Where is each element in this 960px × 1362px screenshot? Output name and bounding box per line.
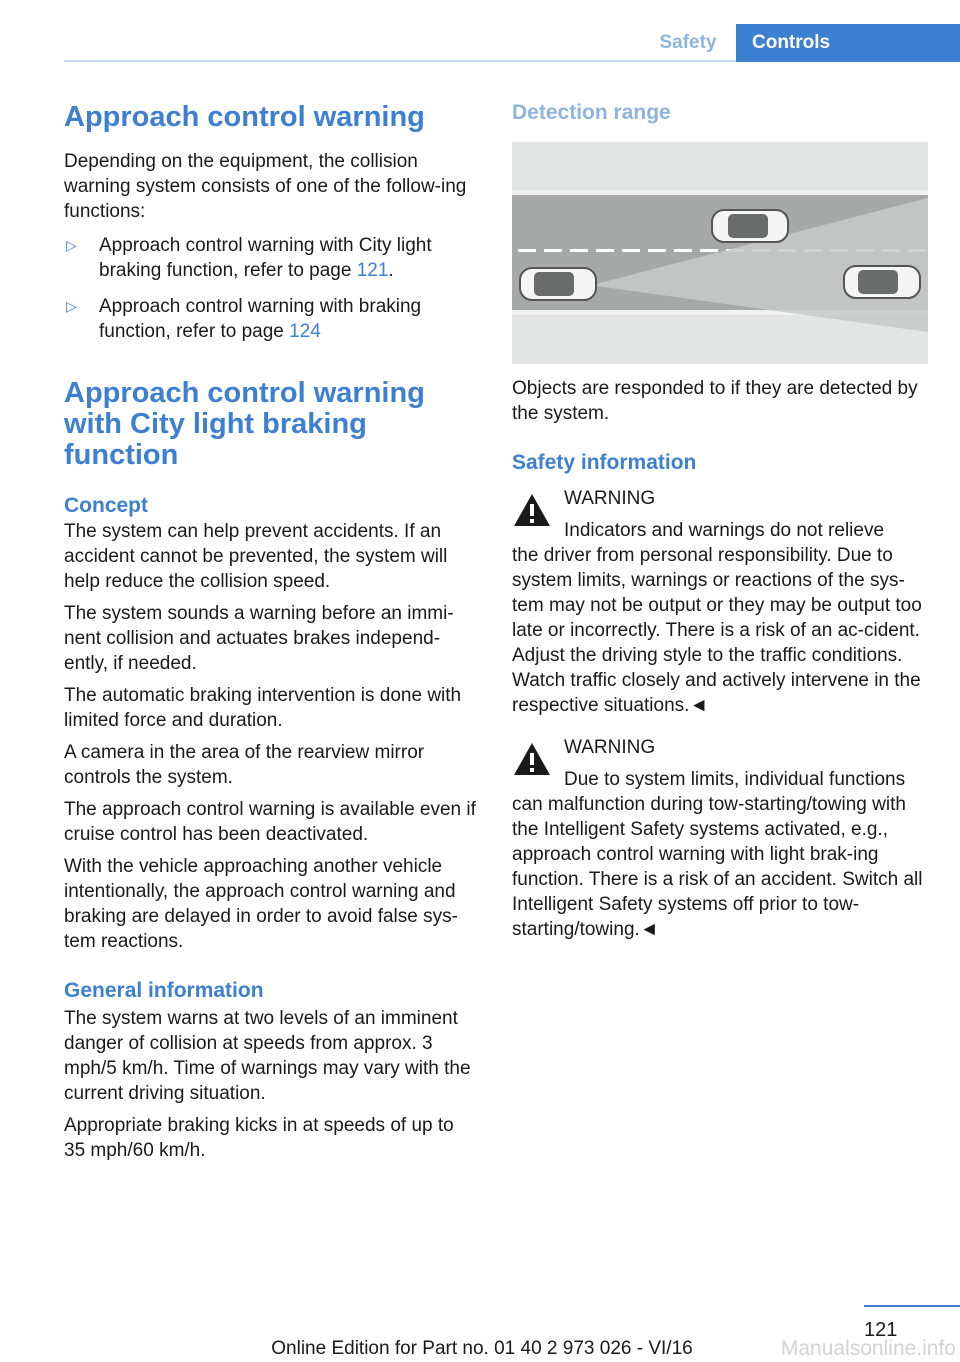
warning-text: the driver from personal responsibility. Due to system limits, warnings or reactions of the sys-tem may not be output or they may be output too late or incorrectly. There is a risk of an ac-cident. Adjust the driving style to the traffic conditions. Watch traffic closely and actively intervene in the respective situations.◄ [512, 545, 922, 716]
edition-line: Online Edition for Part no. 01 40 2 973 026 - VI/16 [271, 1338, 693, 1359]
triangle-right-icon: ▷ [66, 237, 77, 253]
heading-concept: Concept [64, 494, 148, 517]
watermark: Manualsonline.info [780, 1337, 956, 1360]
list-item-text: Approach control warning with City light braking function, refer to page [99, 235, 432, 281]
concept-paragraph: With the vehicle approaching another vehicle intentionally, the approach control warning and braking are delayed in order to avoid false sys-tem reactions. [64, 856, 458, 952]
general-paragraph: Appropriate braking kicks in at speeds of up to 35 mph/60 km/h. [64, 1115, 454, 1161]
list-item-suffix: . [388, 260, 394, 281]
concept-paragraph: A camera in the area of the rearview mirror controls the system. [64, 742, 425, 788]
warning-first-line: Due to system limits, individual functions [564, 769, 906, 790]
list-item [64, 289, 480, 348]
page-number: 121 [864, 1319, 898, 1341]
tab-safety[interactable]: Safety [659, 32, 717, 53]
warning-label: WARNING [564, 488, 656, 509]
warning-triangle-icon [512, 492, 552, 528]
general-paragraph: The system warns at two levels of an imminent danger of collision at speeds from approx. 3 mph/5 km/h. Time of warnings may vary with the current driving situation. [64, 1008, 471, 1104]
page-link-121[interactable]: 121 [356, 260, 389, 281]
heading-approach-control-warning: Approach control warning [64, 101, 425, 133]
warning-first-line: Indicators and warnings do not relieve [564, 520, 885, 541]
function-list [64, 228, 480, 348]
concept-paragraph: The system sounds a warning before an immi-nent collision and actuates brakes independ-ently, if needed. [64, 603, 454, 674]
car-ahead-top [712, 210, 788, 242]
heading-general-information: General information [64, 979, 264, 1002]
heading-safety-information: Safety information [512, 451, 697, 474]
list-item-text: Approach control warning with braking function, refer to page [99, 296, 422, 342]
right-column [512, 100, 928, 942]
own-car [520, 268, 596, 300]
concept-paragraph: The automatic braking intervention is done with limited force and duration. [64, 685, 462, 731]
concept-paragraph: The approach control warning is available even if cruise control has been deactivated. [64, 799, 476, 845]
warning-block [512, 486, 928, 718]
warning-triangle-icon [512, 741, 552, 777]
warning-text: can malfunction during tow-starting/towing with the Intelligent Safety systems activated, e.g., approach control warning with light brak-ing function. There is a risk of an accident. Switch all Intelligent Safety systems off prior to tow-starting/towing.◄ [512, 794, 923, 940]
warning-label: WARNING [564, 737, 656, 758]
intro-paragraph: Depending on the equipment, the collision warning system consists of one of the follow-ing functions: [64, 151, 467, 222]
footer-rule [864, 1305, 960, 1307]
detection-range-illustration [512, 142, 928, 364]
heading-city-light-braking: Approach control warning with City light braking function [64, 377, 425, 471]
left-column [64, 102, 480, 1163]
heading-detection-range: Detection range [512, 101, 671, 124]
triangle-right-icon: ▷ [66, 298, 77, 314]
warning-block [512, 735, 928, 942]
page-link-124[interactable]: 124 [289, 321, 321, 342]
car-ahead-same-lane [844, 266, 920, 298]
list-item [64, 228, 480, 287]
tab-controls[interactable]: Controls [736, 24, 960, 62]
detection-paragraph: Objects are responded to if they are detected by the system. [512, 378, 918, 424]
concept-paragraph: The system can help prevent accidents. If an accident cannot be prevented, the system will help reduce the collision speed. [64, 521, 448, 592]
